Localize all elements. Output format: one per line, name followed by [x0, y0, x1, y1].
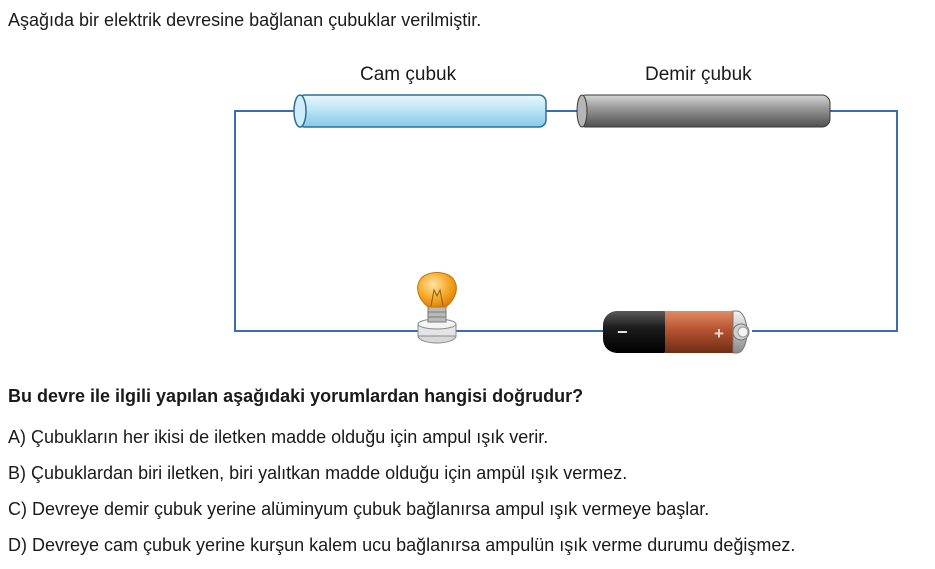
intro-text: Aşağıda bir elektrik devresine bağlanan çubuklar verilmiştir.: [8, 10, 482, 30]
circuit-svg: [0, 50, 935, 360]
glass-rod-label: Cam çubuk: [360, 64, 457, 85]
iron-rod-icon: [577, 95, 830, 127]
battery-icon: [603, 311, 749, 353]
question-text: Bu devre ile ilgili yapılan aşağıdaki yorumlardan hangisi doğrudur?: [8, 386, 584, 406]
battery-plus-sign: +: [714, 324, 724, 343]
option-b[interactable]: B) Çubuklardan biri iletken, biri yalıtkan madde olduğu için ampül ışık vermez.: [8, 463, 628, 483]
battery-minus-sign: −: [617, 322, 628, 342]
iron-rod-label: Demir çubuk: [645, 64, 752, 85]
option-a[interactable]: A) Çubukların her ikisi de iletken madde olduğu için ampul ışık verir.: [8, 427, 549, 447]
bulb-icon: [418, 273, 457, 344]
wire: [235, 111, 897, 331]
option-d[interactable]: D) Devreye cam çubuk yerine kurşun kalem ucu bağlanırsa ampulün ışık verme durumu değişmez.: [8, 535, 796, 555]
glass-rod-icon: [294, 95, 546, 127]
circuit-diagram: [0, 50, 935, 360]
answer-options: [8, 424, 795, 568]
option-c[interactable]: C) Devreye demir çubuk yerine alüminyum çubuk bağlanırsa ampul ışık vermeye başlar.: [8, 499, 710, 519]
